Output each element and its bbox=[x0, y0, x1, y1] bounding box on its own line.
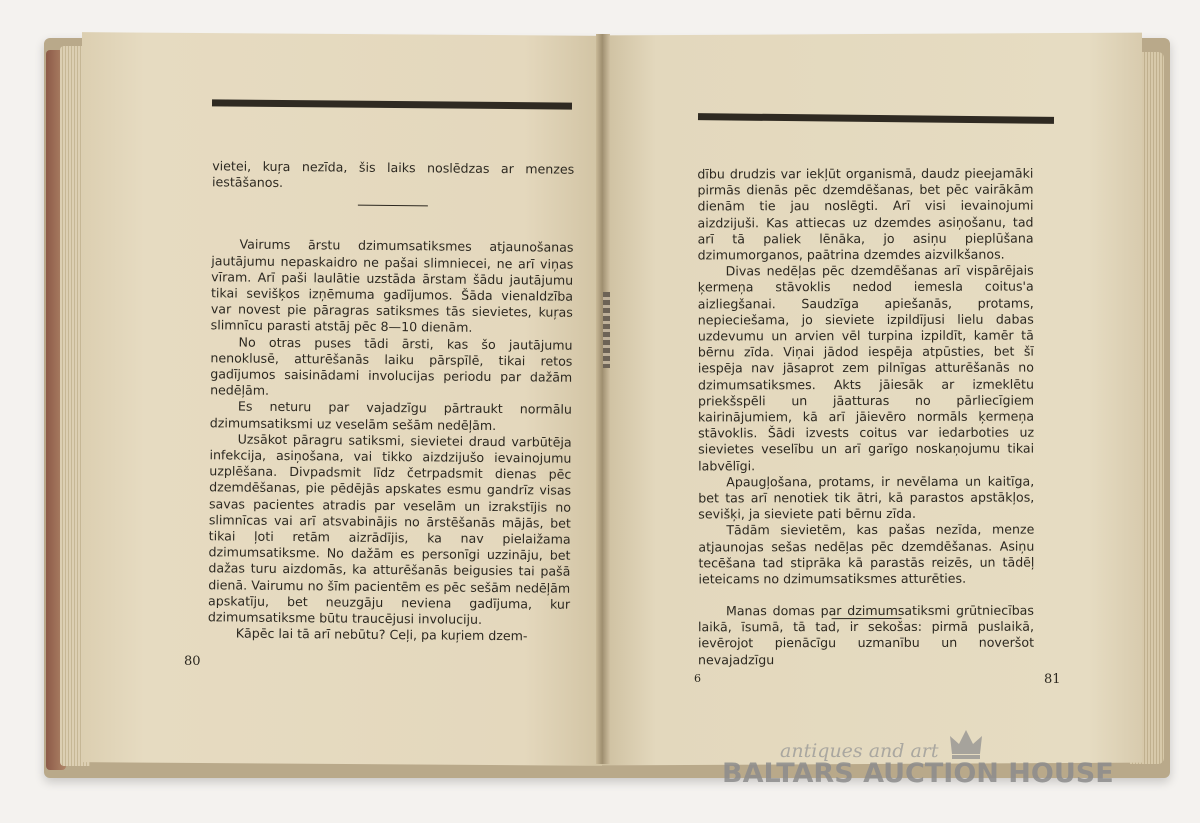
section-divider bbox=[358, 205, 428, 207]
right-paragraph: Tādām sievietēm, kas pašas nezīda, menze atjaunojas sešas nedēļas pēc dzemdēšanas. Asiņu tecēšana tad stiprāka kā parastās reizēs, un tādēļ ieteicams no dzimumsatiksmes atturēties. bbox=[698, 522, 1035, 587]
right-page-bottom-text bbox=[698, 603, 1034, 668]
left-opening-line: vietei, kuŗa nezīda, šis laiks noslēdzas ar menzes iestāšanos. bbox=[212, 158, 575, 191]
left-page-text bbox=[208, 158, 575, 645]
right-paragraph: Apaugļošana, protams, ir nevēlama un kaitīga, bet tas arī nenotiek tik ātri, kā parastos apstākļos, sevišķi, ja sieviete pati bērnu zīda. bbox=[698, 473, 1035, 522]
right-page-number: 81 bbox=[1044, 672, 1061, 687]
left-paragraph: Uzsākot pāragru satiksmi, sievietei draud varbūtēja infekcija, asiņošana, vai tikko aizdzijušo ievainojumu uzplēšana. Divpadsmit līdz četrpadsmit dienas pēc dzemdēšanas, pie pēdējās apskates esmu gandrīz visas savas pacientes atradis par veselām un izrakstījis no slimnīcas vai arī atsvabinājis no ārstēšanās mājās, bet tikai ļoti retām aizrādījis, ka nav pielaižama dzimumsatiksme. No dažām es personīgi uzzināju, bet dažas turu aizdomās, ka atturēšanās beigusies tai pašā dienā. Vairumu no šīm pacientēm es pēc sešām nedēļām apskatīju, bet neuzgāju neviena gadījuma, kur dzimumsatiksme būtu traucējusi involuciju. bbox=[207, 431, 572, 627]
watermark-tagline: antiques and art bbox=[780, 740, 939, 762]
left-paragraph: No otras puses tādi ārsti, kas šo jautājumu nenoklusē, atturēšanās laiku pārspīlē, tikai retos gadījumos saisinādami involucijas periodu par dažām nedēļām. bbox=[210, 334, 573, 399]
watermark-brand: BALTARS AUCTION HOUSE bbox=[722, 758, 1114, 789]
binding-thread bbox=[603, 292, 610, 368]
left-paragraph: Es neturu par vajadzīgu pārtraukt normālu dzimumsatiksmi uz veselām sešām nedēļām. bbox=[209, 398, 573, 433]
signature-mark: 6 bbox=[694, 672, 701, 685]
left-paragraph: Vairums ārstu dzimumsatiksmes atjaunošanas jautājumu nepaskaidro ne pašai slimniecei, ne arī viņas vīram. Arī paši laulātie uzstāda ārstam šādu jautājumu tikai sevišķos izņēmuma gadījumos. Šāda vienaldzība var novest pie pāragras satiksmes tās sievietes, kuŗas slimnīcu parasti atstāj pēc 8—10 dienām. bbox=[210, 236, 574, 336]
right-page-text bbox=[697, 166, 1034, 634]
right-paragraph: Manas domas par dzimumsatiksmi grūtniecības laikā, īsumā, tā tad, ir sekošas: pirmā puslaikā, ievērojot pienācīgu uzmanību un noveršot nevajadzīgu bbox=[697, 602, 1035, 667]
left-paragraph: Kāpēc lai tā arī nebūtu? Ceļi, pa kuŗiem dzem- bbox=[235, 625, 528, 644]
left-page-number: 80 bbox=[184, 654, 201, 669]
book-gutter bbox=[596, 34, 610, 764]
right-paragraph: dību drudzis var iekļūt organismā, daudz pieejamāki pirmās dienās pēc dzemdēšanas, bet pēc vairākām dienām tie jau noslēgti. Arī visi ievainojumi aizdzijuši. Kas attiecas uz dzemdes asiņošanu, tad arī tā paliek lēnāka, jo asiņu pieplūšana dzimumorganos, paātrina dzemdes aizvilkšanos. bbox=[697, 165, 1034, 263]
right-paragraph: Divas nedēļas pēc dzemdēšanas arī vispārējais ķermeņa stāvoklis nedod iemesla coitus'a aizliegšanai. Saudzīga apiešanās, protams, nepieciešama, jo sieviete izpildījusi lielu dabas uzdevumu un arvien vēl turpina izpildīt, kamēr tā bērnu zīda. Viņai jādod iespēja atpūsties, bet šī iespēja nav jāsaprot zem pilnīgas atturēšanās no dzimumsatiksmes. Akts jāiesāk ar izmeklētu priekšspēli un jāatturas no pārliecīgiem kairinājumiem, kā arī jāievēro normāls ķermeņa stāvoklis. Šādi izvests coitus var iedarboties uz sievietes veselību un arī garīgo noskaņojumu tikai labvēlīgi. bbox=[697, 262, 1035, 474]
